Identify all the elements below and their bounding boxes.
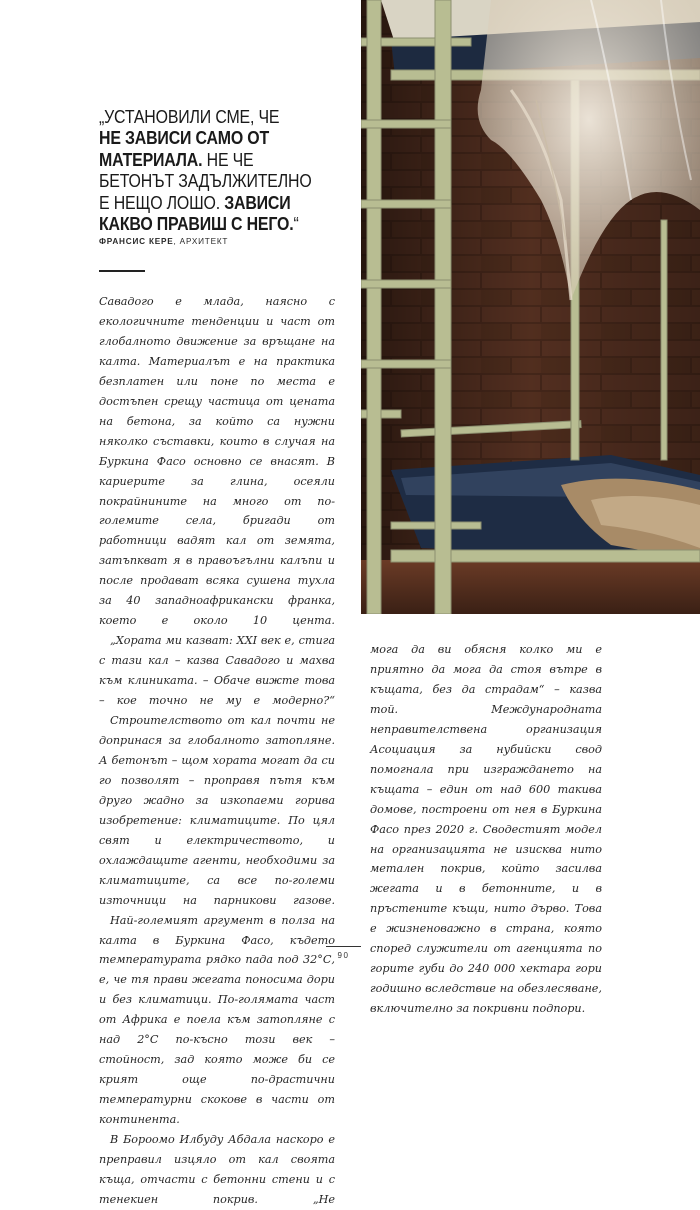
quote-line-normal: БЕТОНЪТ ЗАДЪЛЖИТЕЛНО [99, 170, 312, 192]
pull-quote-text [99, 106, 331, 234]
body-column-left [99, 292, 335, 1210]
quote-line [99, 170, 331, 191]
paragraph: мога да ви обясня колко ми е приятно да мога да стоя вътре в къщата, без да страдам“ – казва той. Международната неправителствена организация Асоциация за нубийски свод помогнала при изграждането на къщата – един от над 600 такива домове, построени от нея в Буркина Фасо през 2020 г. Сводестият модел на организацията не изисква нито метален покрив, който засилва жегата и в бетонните, и в пръстените къщи, нито дърво. Това е жизненоважно в страна, която според служители от агенцията по горите губи до 240 000 хектара гори годишно вследствие на обезлесяване, включително за покривни подпори. [370, 643, 602, 1016]
quote-line-normal: НЕ ЧЕ [202, 148, 254, 170]
quote-line-normal: „УСТАНОВИЛИ СМЕ, ЧЕ [99, 106, 280, 127]
paragraph: Савадого е млада, наясно с екологичните тенденции и част от глобалното движение за връщане на калта. Материалът е на практика безплатен или поне по места е достъпен срещу частица от цената на бетона, за който са нужни няколко съставки, които в случая на Буркина Фасо основно се внасят. В кариерите за глина, осеяли покрайнините на много от по-големите села, бригади от работници вадят кал от земята, затъпкват я в правоъгълни калъпи и после продават всяка сушена тухла за 40 западноафрикански франка, което е около 10 цента. [99, 295, 335, 628]
quote-line-normal: Е НЕЩО ЛОШО. [99, 191, 225, 213]
pull-quote [99, 106, 331, 246]
quote-close-mark: “ [293, 213, 299, 235]
paragraph: Най-големият аргумент в полза на калта в Буркина Фасо, където температурата рядко пада под 32°С, е, че тя прави жегата поносима дори и без климатици. По-голямата част от Африка е поела към затопляне с над 2°С по-късно този век – стойност, зад която може би се крият още по-драстични температурни скокове в части от континента. [99, 913, 335, 1127]
quote-line-bold: НЕ ЗАВИСИ САМО ОТ [99, 127, 270, 149]
quote-line [99, 106, 331, 127]
quote-line-bold: ЗАВИСИ [224, 191, 291, 213]
attribution-name: ФРАНСИС КЕРЕ [99, 237, 174, 247]
quote-line-bold: МАТЕРИАЛА. [99, 148, 203, 170]
body-column-right [370, 640, 602, 1019]
quote-line-bold: КАКВО ПРАВИШ С НЕГО. [99, 213, 294, 235]
paragraph: „Хората ми казват: XXI век е, стига с тази кал – казва Савадого и махва към клиниката. – Обаче вижте това – кое точно не му е модерно?“ [99, 634, 335, 708]
quote-line [99, 127, 331, 148]
paragraph: В Бороомо Илбуду Абдала наскоро е преправил изцяло от кал своята къща, отчасти с бетонни стени и с тенекиен покрив. „Не [99, 1133, 335, 1206]
quote-attribution [99, 237, 331, 246]
attribution-role: , АРХИТЕКТ [173, 237, 229, 247]
bunk-bed-photo [361, 0, 700, 614]
quote-line [99, 149, 331, 170]
quote-line [99, 192, 331, 213]
footer-divider [326, 946, 361, 947]
quote-divider [99, 270, 145, 272]
quote-line [99, 213, 331, 234]
paragraph: Строителството от кал почти не допринася за глобалното затопляне. А бетонът – щом хората могат да си го позволят – проправя пътя към друго жадно за изкопаеми горива изобретение: климатиците. По цял свят и електричеството, и охлаждащите агенти, необходими за климатиците, са все по-големи източници на парникови газове. [99, 714, 335, 907]
article-photo [361, 0, 700, 614]
page-number: 90 [337, 951, 350, 960]
